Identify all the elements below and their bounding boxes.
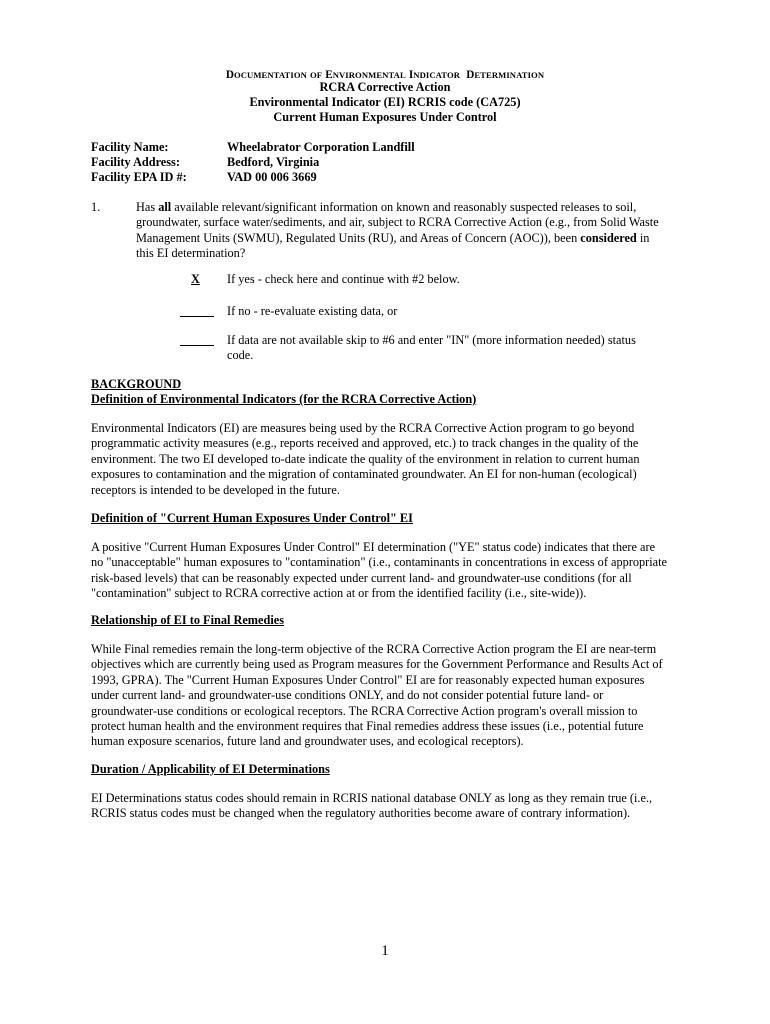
page-number: 1 — [381, 943, 389, 959]
doc-title-line3: Environmental Indicator (EI) RCRIS code (CA725) — [249, 95, 521, 109]
doc-title-line4: Current Human Exposures Under Control — [273, 110, 497, 124]
question-text — [136, 200, 696, 262]
question-line4: this EI determination? — [136, 246, 246, 261]
facility-address-label: Facility Address: — [91, 155, 180, 169]
relationship-heading: Relationship of EI to Final Remedies — [91, 613, 284, 627]
option-yes-text: If yes - check here and continue with #2 below. — [227, 272, 460, 286]
facility-address-value: Bedford, Virginia — [227, 155, 320, 169]
option-yes-checkmark[interactable]: X — [191, 272, 200, 286]
facility-epa-value: VAD 00 006 3669 — [227, 170, 317, 184]
definition-heading: Definition of "Current Human Exposures Under Control" EI — [91, 511, 413, 525]
question-number: 1. — [91, 200, 101, 214]
duration-heading: Duration / Applicability of EI Determinations — [91, 762, 330, 776]
background-paragraph: Environmental Indicators (EI) are measures being used by the RCRA Corrective Action program to go beyond programmatic activity measures (e.g., reports received and approved, etc.) to track changes in the quality of the environment. The two EI developed to-date indicate the quality of the environment in relation to current human exposures to contamination and the migration of contaminated groundwater. An EI for non-human (ecological) receptors is intended to be developed in the future. — [91, 421, 640, 497]
facility-name-value: Wheelabrator Corporation Landfill — [227, 140, 415, 154]
definition-paragraph: A positive "Current Human Exposures Under Control" EI determination ("YE" status code) indicates that there are no "unacceptable" human exposures to "contamination" (i.e., contaminants in concentrations in excess of appropriate risk-based levels) that can be reasonably expected under current land- and groundwater-use conditions (for all "contamination" subject to RCRA corrective action at or from the identified facility (i.e., site-wide)). — [91, 540, 667, 601]
background-heading: BACKGROUND — [91, 377, 182, 391]
facility-epa-label: Facility EPA ID #: — [91, 170, 187, 184]
option-no-blank[interactable] — [180, 304, 214, 322]
question-line2: groundwater, surface water/sediments, and air, subject to RCRA Corrective Action (e.g., from Solid Waste — [136, 215, 659, 230]
option-no-text: If no - re-evaluate existing data, or — [227, 304, 398, 318]
facility-name-label: Facility Name: — [91, 140, 169, 154]
doc-title-line2: RCRA Corrective Action — [319, 80, 451, 94]
option-na-text: If data are not available skip to #6 and enter "IN" (more information needed) status code. — [227, 333, 636, 363]
background-subheading: Definition of Environmental Indicators (for the RCRA Corrective Action) — [91, 392, 477, 406]
question-line3: Management Units (SWMU), Regulated Units (RU), and Areas of Concern (AOC)), been considered in — [136, 230, 650, 245]
option-na-blank[interactable] — [180, 333, 214, 351]
question-line1: Has all available relevant/significant information on known and reasonably suspected releases to soil, — [136, 200, 637, 214]
doc-title-line1: DOCUMENTATION OF ENVIRONMENTAL INDICATOR DETERMINATION — [225, 69, 545, 81]
duration-paragraph: EI Determinations status codes should remain in RCRIS national database ONLY as long as they remain true (i.e., RCRIS status codes must be changed when the regulatory authorities become aware of contrary information). — [91, 791, 653, 821]
relationship-paragraph: While Final remedies remain the long-term objective of the RCRA Corrective Action program the EI are near-term objectives which are currently being used as Program measures for the Government Performance and Results Act of 1993, GPRA). The "Current Human Exposures Under Control" EI are for reasonably expected human exposures under current land- and groundwater-use conditions ONLY, and do not consider potential future land- or groundwater-use conditions or ecological receptors. The RCRA Corrective Action program's overall mission to protect human health and the environment requires that Final remedies address these issues (i.e., potential future human exposure scenarios, future land and groundwater uses, and ecological receptors). — [91, 642, 663, 749]
